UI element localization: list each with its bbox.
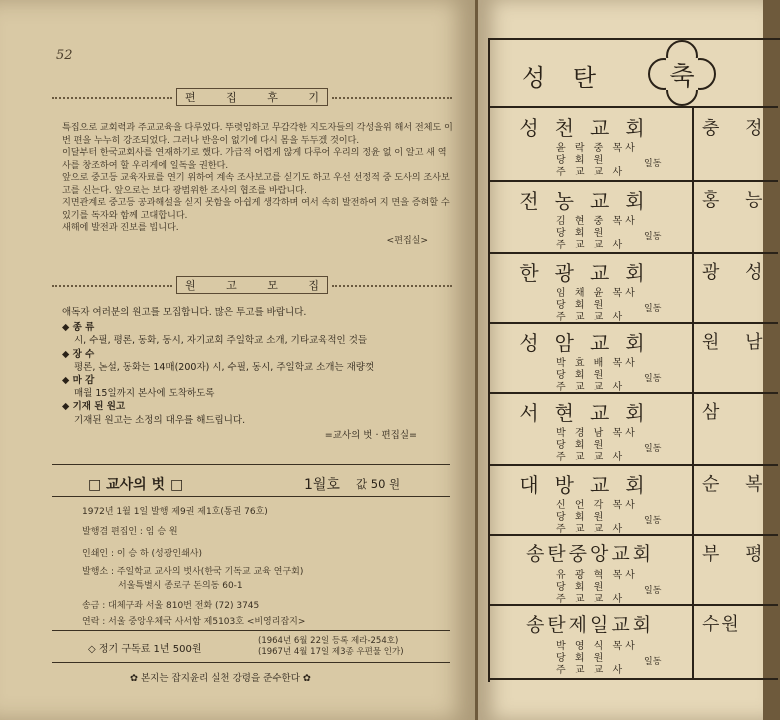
pastor: 신 언 각 목사	[556, 500, 638, 511]
subscription-fee: ◇ 정기 구독료 1년 500원	[88, 644, 202, 655]
section-body: 매월 15일까지 본사에 도착하도록	[74, 388, 215, 400]
teachers: 주 교 교 사	[556, 167, 626, 178]
church-entry	[492, 608, 688, 678]
section-head: ◆ 종 류	[62, 321, 457, 334]
ethics-motto: ✿ 본지는 잡지윤리 실천 강령을 준수한다 ✿	[130, 673, 311, 684]
imprint-line: 발행소 : 주일학교 교사의 벗사(한국 기독교 교육 연구회)	[82, 567, 304, 577]
pastor: 윤 락 중 목사	[556, 143, 638, 154]
session: 당 회 원	[556, 582, 607, 593]
issue-label: 1월호	[304, 477, 340, 493]
editor-signature: <편집실>	[386, 234, 428, 246]
editor-note-body	[62, 122, 454, 247]
header-rule-right	[332, 97, 452, 99]
paragraph: 지면관계로 중고등 공과해설을 싣지 못함을 아쉽게 생각하며 여서 속히 발전하여 지 면을 증혀할 수 있기를 독자와 함께 고대합니다.	[62, 197, 450, 221]
imprint-line: 인쇄인 : 이 승 하 (성광인쇄사)	[82, 549, 202, 559]
pastor: 김 현 중 목사	[556, 216, 638, 227]
session: 당 회 원	[556, 653, 607, 664]
title-char: 모	[267, 279, 278, 292]
church-entry	[492, 110, 688, 180]
title-char: 후	[267, 91, 278, 104]
row-divider	[488, 678, 778, 680]
session: 당 회 원	[556, 512, 607, 523]
church-name: 성암교회	[519, 331, 661, 355]
all-label: 일동	[644, 304, 662, 314]
right-column-church: 부 평	[702, 544, 773, 565]
teachers: 주 교 교 사	[556, 524, 626, 535]
right-column-church: 수원	[702, 614, 741, 635]
session: 당 회 원	[556, 440, 607, 451]
paragraph: 이달부터 한국교회사를 연재하기로 했다. 가급적 어렵게 않게 다루어 우리의 정윤 없 이 알고 새 역사를 창조하여 할 우리게에 일독을 권한다.	[62, 147, 447, 171]
all-label: 일동	[644, 159, 662, 169]
teachers: 주 교 교 사	[556, 382, 626, 393]
imprint-line: 서울특별시 종로구 돈의동 60-1	[118, 581, 243, 591]
section-body: 평론, 논설, 동화는 14매(200자) 시, 수필, 동시, 주일학교 소개는 재량껏	[74, 361, 375, 373]
church-name: 서현교회	[519, 401, 661, 425]
all-label: 일동	[644, 516, 662, 526]
section-head: ◆ 장 수	[62, 348, 457, 361]
church-entry	[492, 537, 688, 607]
pastor: 유 광 혁 목사	[556, 570, 638, 581]
registration-line: (1967년 4월 17일 제3종 우편물 인가)	[258, 647, 404, 657]
price-label: 값 50 원	[356, 477, 401, 491]
title-char: 원	[185, 279, 196, 292]
right-column-church: 삼	[702, 402, 730, 423]
church-entry	[492, 325, 688, 395]
header-rule-left	[52, 285, 172, 287]
teachers: 주 교 교 사	[556, 312, 626, 323]
imprint-line: 송금 : 대체구좌 서울 810번 전화 (72) 3745	[82, 601, 260, 611]
session: 당 회 원	[556, 228, 607, 239]
column-divider	[692, 106, 694, 678]
church-name: 성천교회	[519, 116, 661, 140]
all-label: 일동	[644, 657, 662, 667]
church-name: 한광교회	[519, 261, 661, 285]
recruit-intro: 애독자 여러분의 원고를 모집합니다. 많은 투고를 바랍니다.	[62, 307, 307, 318]
all-label: 일동	[644, 444, 662, 454]
right-column-church: 홍 능	[702, 190, 773, 211]
paragraph: 앞으로 중고등 교육자료를 연기 위하여 계속 조사보고를 싣기도 하고 우선 선정적 중 도사의 조사보고를 신는다. 앞으로는 보다 광범위한 조사의 협조를 바랍니다.	[62, 172, 450, 196]
section-body: 기재된 원고는 소정의 대우를 해드립니다.	[74, 414, 246, 426]
title-char: 기	[308, 91, 319, 104]
church-name: 전농교회	[519, 189, 661, 213]
title-char: 편	[185, 91, 196, 104]
imprint-rule-bottom	[52, 662, 450, 663]
church-entry	[492, 395, 688, 465]
church-name: 송탄중앙교회	[525, 543, 655, 565]
right-column-church: 충 정	[702, 118, 773, 139]
teachers: 주 교 교 사	[556, 665, 626, 676]
row-divider	[488, 106, 778, 108]
registration-info	[258, 636, 404, 658]
session: 당 회 원	[556, 300, 607, 311]
all-label: 일동	[644, 374, 662, 384]
all-label: 일동	[644, 586, 662, 596]
editor-note-header	[52, 88, 452, 108]
paragraph: 새해에 발전과 진보를 빕니다.	[62, 222, 179, 233]
title-char: 집	[308, 279, 319, 292]
pastor: 임 채 윤 목사	[556, 288, 638, 299]
imprint-line: 발행겸 편집인 : 임 승 원	[82, 527, 178, 537]
title-char: 고	[226, 279, 237, 292]
teachers: 주 교 교 사	[556, 452, 626, 463]
church-name: 대방교회	[519, 473, 661, 497]
teachers: 주 교 교 사	[556, 240, 626, 251]
section-body: 시, 수필, 평론, 동화, 동시, 자기교회 주일학교 소개, 기타교육적인 것들	[74, 335, 368, 347]
right-column-church: 광 성	[702, 262, 773, 283]
pastor: 박 경 남 목사	[556, 428, 638, 439]
row-divider	[488, 180, 778, 182]
title-char: 집	[226, 91, 237, 104]
right-column-church: 순 복	[702, 474, 773, 495]
editor-note-title	[176, 88, 328, 106]
church-name: 송탄제일교회	[525, 614, 655, 636]
magazine-title: □ 교사의 벗 □	[88, 477, 184, 493]
paragraph: 특집으로 교회력과 주교교육을 다루었다. 뚜렷임하고 무감각한 지도자들의 각성을위 해서 전체도 이번 편을 누누히 강조되었다. 그러나 반응이 없기에 다시 몸을 두두겠 것이다.	[62, 122, 453, 146]
emblem-text: 축	[669, 62, 695, 92]
recruit-title	[176, 276, 328, 294]
all-label: 일동	[644, 232, 662, 242]
imprint-line: 연락 : 서울 중앙우체국 사서함 제5103호 <비영리잡지>	[82, 617, 306, 627]
section-head: ◆ 마 감	[62, 374, 457, 387]
church-entry	[492, 255, 688, 325]
imprint-rule-sub	[52, 630, 450, 631]
pastor: 박 효 배 목사	[556, 358, 638, 369]
pastor: 박 영 식 목사	[556, 641, 638, 652]
church-entry	[492, 183, 688, 253]
registration-line: (1964년 6월 22일 등록 제라-254호)	[258, 636, 399, 646]
session: 당 회 원	[556, 370, 607, 381]
imprint-rule-mid	[52, 496, 450, 497]
recruit-signature: =교사의 벗 · 편집실=	[324, 429, 417, 441]
christmas-title: 성 탄	[522, 64, 606, 92]
recruit-header	[52, 276, 452, 296]
header-rule-right	[332, 285, 452, 287]
imprint-line: 1972년 1월 1일 발행 제9권 제1호(통권 76호)	[82, 507, 268, 517]
page-number: 52	[56, 48, 73, 63]
church-entry	[492, 467, 688, 537]
imprint-rule-top	[52, 464, 450, 465]
header-rule-left	[52, 97, 172, 99]
section-head: ◆ 기재 된 원고	[62, 400, 457, 413]
session: 당 회 원	[556, 155, 607, 166]
teachers: 주 교 교 사	[556, 594, 626, 605]
recruit-body	[62, 306, 457, 442]
right-column-church: 원 남	[702, 332, 773, 353]
